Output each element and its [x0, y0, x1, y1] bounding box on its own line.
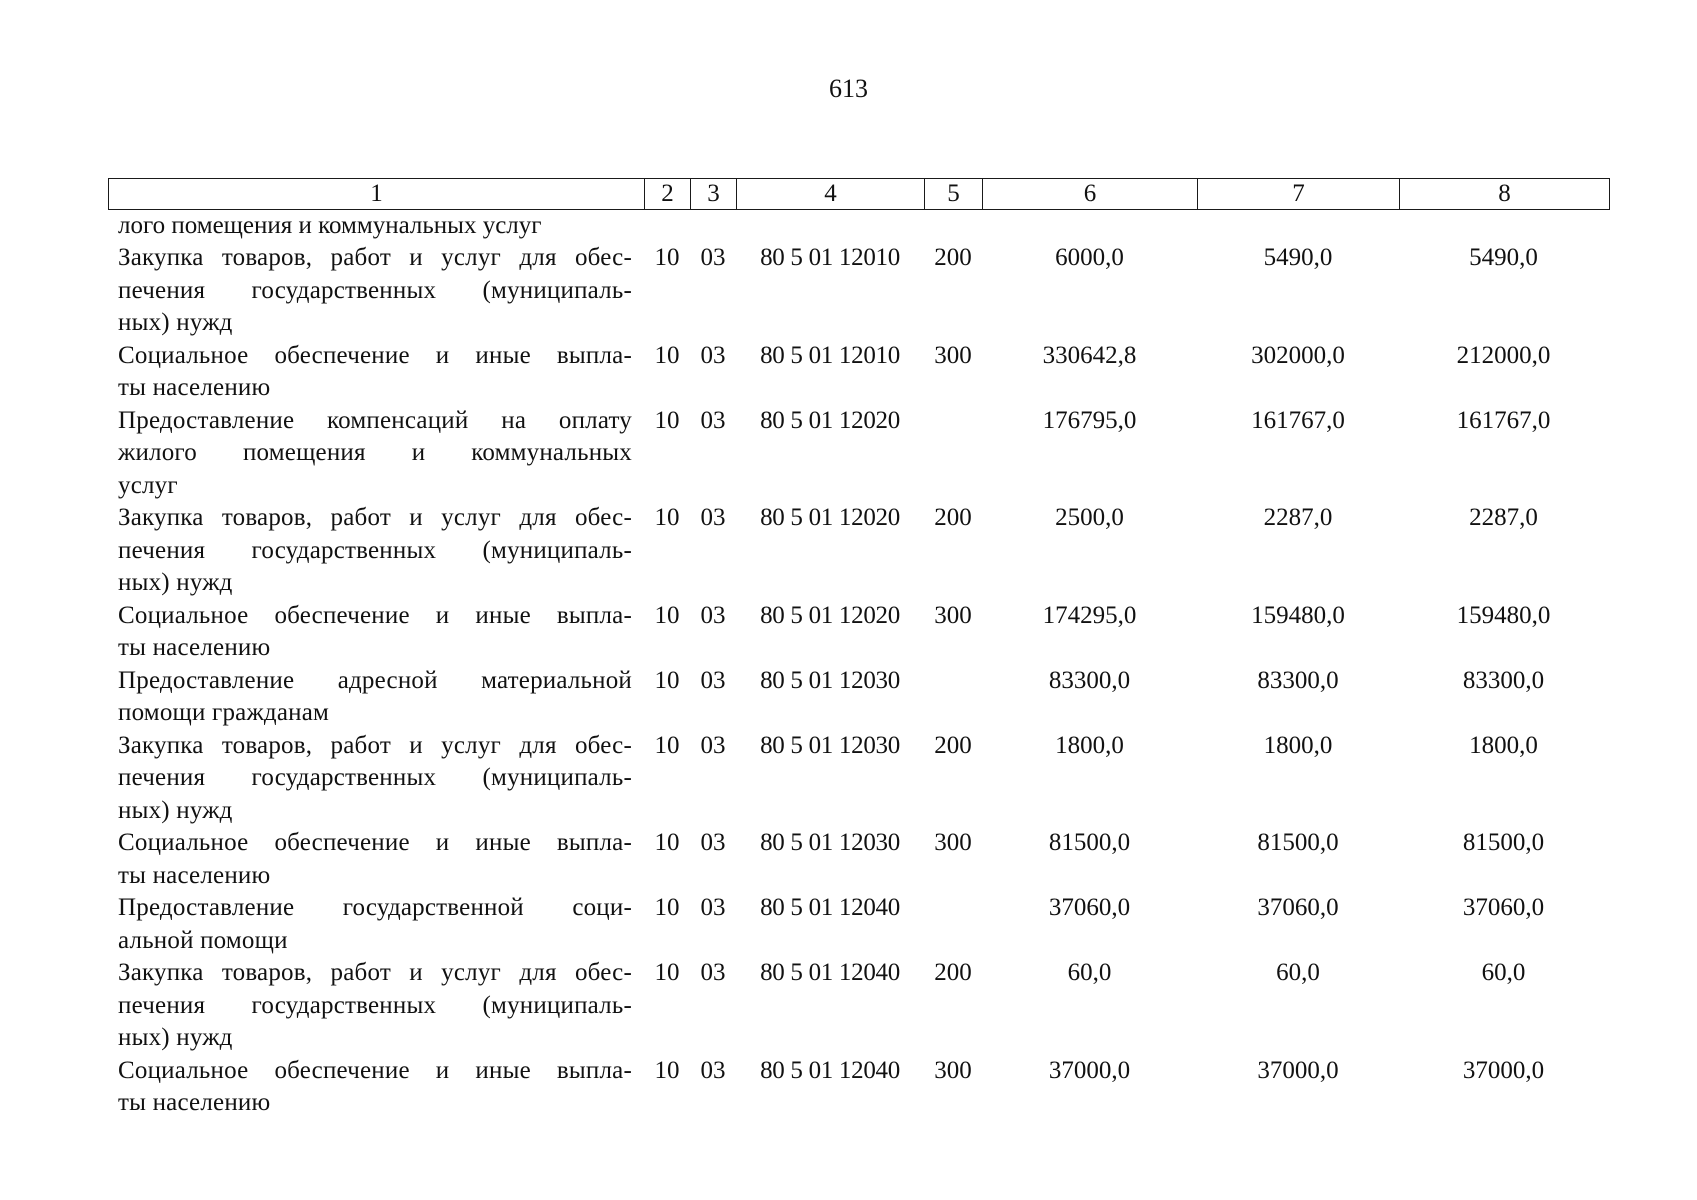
expense-type-code: 200 — [934, 244, 972, 271]
target-article-code: 80 5 01 12020 — [760, 504, 900, 531]
subsection-code: 03 — [700, 406, 726, 434]
target-article-code: 80 5 01 12010 — [760, 244, 900, 271]
row-name-line: печения государственных (муниципаль- — [118, 276, 632, 304]
amount-col-7: 161767,0 — [1251, 406, 1345, 434]
row-name — [108, 242, 644, 340]
row-name — [108, 600, 644, 665]
row-name-line: печения государственных (муниципаль- — [118, 991, 632, 1019]
table-row — [108, 892, 1610, 957]
row-name-line: Социальное обеспечение и иные выпла- — [118, 829, 632, 856]
expense-type-code — [924, 892, 982, 957]
amount-col-8: 37000,0 — [1462, 1056, 1545, 1084]
row-name-line: Закупка товаров, работ и услуг для обес- — [118, 731, 632, 759]
table-header-row — [108, 178, 1610, 210]
row-name-line: ных) нужд — [118, 796, 233, 824]
subsection-code: 03 — [700, 601, 726, 629]
continuation-text: лого помещения и коммунальных услуг — [118, 212, 542, 239]
amount-col-8: 161767,0 — [1456, 406, 1551, 434]
header-col-1: 1 — [109, 179, 645, 209]
row-name — [108, 957, 644, 1055]
amount-col-8: 212000,0 — [1456, 341, 1551, 369]
amount-col-6: 37000,0 — [1048, 1056, 1131, 1084]
expense-type-code: 200 — [934, 504, 972, 531]
amount-col-8: 81500,0 — [1462, 829, 1545, 856]
row-name-line: ных) нужд — [118, 1024, 233, 1051]
amount-col-6: 2500,0 — [1055, 504, 1124, 531]
target-article-code: 80 5 01 12040 — [760, 1056, 900, 1084]
row-name — [108, 827, 644, 892]
table-body — [108, 242, 1610, 1120]
budget-table — [108, 178, 1610, 1120]
amount-col-7: 2287,0 — [1263, 504, 1333, 531]
row-name — [108, 892, 644, 957]
expense-type-code — [924, 405, 982, 503]
header-col-7: 7 — [1198, 179, 1400, 209]
amount-col-7: 37060,0 — [1257, 894, 1339, 921]
row-name-line: альной помощи — [118, 926, 288, 954]
expense-type-code: 200 — [934, 959, 972, 986]
subsection-code: 03 — [700, 244, 726, 271]
page-number: 613 — [829, 74, 868, 103]
row-name-line: Закупка товаров, работ и услуг для обес- — [118, 959, 632, 986]
section-code: 10 — [654, 959, 680, 986]
row-name-line: Социальное обеспечение и иные выпла- — [118, 341, 632, 369]
table-row — [108, 957, 1610, 1055]
target-article-code: 80 5 01 12030 — [760, 829, 900, 856]
row-name — [108, 405, 644, 503]
row-name-line: ты населению — [118, 634, 271, 661]
target-article-code: 80 5 01 12040 — [760, 959, 900, 986]
row-name-line: помощи гражданам — [118, 699, 330, 726]
amount-col-7: 60,0 — [1276, 959, 1320, 986]
amount-col-7: 1800,0 — [1263, 731, 1333, 759]
target-article-code: 80 5 01 12030 — [760, 731, 900, 759]
row-name — [108, 502, 644, 600]
header-col-8: 8 — [1498, 180, 1511, 207]
table-row — [108, 405, 1610, 503]
row-name-line: печения государственных (муниципаль- — [118, 764, 632, 791]
amount-col-7: 83300,0 — [1257, 666, 1339, 694]
amount-col-6: 37060,0 — [1048, 894, 1131, 921]
table-row — [108, 730, 1610, 828]
amount-col-7: 37000,0 — [1257, 1056, 1339, 1084]
subsection-code: 03 — [700, 959, 726, 986]
row-name — [108, 340, 644, 405]
target-article-code: 80 5 01 12020 — [760, 601, 900, 629]
amount-col-8: 37060,0 — [1462, 894, 1545, 921]
header-col-6: 6 — [983, 179, 1198, 209]
amount-col-8: 60,0 — [1481, 959, 1526, 986]
amount-col-8: 1800,0 — [1469, 731, 1538, 759]
target-article-code: 80 5 01 12040 — [760, 894, 900, 921]
amount-col-6: 1800,0 — [1055, 731, 1124, 759]
row-name-line: жилого помещения и коммунальных — [118, 439, 632, 466]
row-name — [108, 1055, 644, 1120]
expense-type-code: 300 — [934, 829, 972, 856]
amount-col-7: 302000,0 — [1251, 341, 1345, 369]
row-name-line: ты населению — [118, 1089, 271, 1116]
expense-type-code: 200 — [934, 731, 972, 759]
target-article-code: 80 5 01 12030 — [760, 666, 900, 694]
amount-col-8: 83300,0 — [1462, 666, 1545, 694]
expense-type-code: 300 — [934, 1056, 972, 1084]
section-code: 10 — [654, 731, 680, 759]
table-row — [108, 600, 1610, 665]
row-name-line: Закупка товаров, работ и услуг для обес- — [118, 244, 632, 271]
table-row — [108, 665, 1610, 730]
amount-col-8: 5490,0 — [1469, 244, 1538, 271]
header-col-4: 4 — [737, 179, 925, 209]
subsection-code: 03 — [700, 829, 726, 856]
amount-col-6: 174295,0 — [1042, 601, 1137, 629]
section-code: 10 — [654, 829, 680, 856]
subsection-code: 03 — [700, 341, 726, 369]
row-name-line: Предоставление государственной соци- — [118, 894, 632, 921]
amount-col-6: 6000,0 — [1055, 244, 1124, 271]
amount-col-6: 176795,0 — [1042, 406, 1137, 434]
section-code: 10 — [654, 666, 680, 694]
table-row — [108, 502, 1610, 600]
table-row — [108, 242, 1610, 340]
amount-col-6: 330642,8 — [1042, 341, 1137, 369]
section-code: 10 — [654, 894, 680, 921]
expense-type-code: 300 — [934, 601, 972, 629]
amount-col-7: 5490,0 — [1263, 244, 1333, 271]
subsection-code: 03 — [700, 504, 726, 531]
table-row — [108, 340, 1610, 405]
row-name-line: ты населению — [118, 374, 271, 401]
amount-col-6: 83300,0 — [1048, 666, 1131, 694]
row-name-line: Закупка товаров, работ и услуг для обес- — [118, 504, 632, 531]
target-article-code: 80 5 01 12020 — [760, 406, 900, 434]
row-name — [108, 665, 644, 730]
target-article-code: 80 5 01 12010 — [760, 341, 900, 369]
header-col-3: 3 — [691, 179, 737, 209]
subsection-code: 03 — [700, 731, 726, 759]
row-name-line: услуг — [118, 471, 178, 499]
row-name-line: ных) нужд — [118, 309, 233, 336]
row-name-line: Предоставление адресной материальной — [118, 666, 632, 694]
expense-type-code: 300 — [934, 341, 972, 369]
subsection-code: 03 — [700, 894, 726, 921]
row-name — [108, 730, 644, 828]
amount-col-6: 81500,0 — [1048, 829, 1131, 856]
table-row — [108, 1055, 1610, 1120]
row-name-line: ты населению — [118, 861, 271, 889]
header-col-2: 2 — [645, 179, 691, 209]
amount-col-7: 81500,0 — [1257, 829, 1339, 856]
amount-col-6: 60,0 — [1067, 959, 1112, 986]
section-code: 10 — [654, 244, 680, 271]
row-name-line: печения государственных (муниципаль- — [118, 536, 632, 564]
section-code: 10 — [654, 504, 680, 531]
section-code: 10 — [654, 601, 680, 629]
header-col-5: 5 — [925, 179, 983, 209]
amount-col-8: 2287,0 — [1469, 504, 1538, 531]
row-name-line: Социальное обеспечение и иные выпла- — [118, 601, 632, 629]
expense-type-code — [924, 665, 982, 730]
subsection-code: 03 — [700, 666, 726, 694]
section-code: 10 — [654, 1056, 680, 1084]
table-row — [108, 827, 1610, 892]
row-name-line: Предоставление компенсаций на оплату — [118, 406, 632, 434]
subsection-code: 03 — [700, 1056, 726, 1084]
row-name-line: Социальное обеспечение и иные выпла- — [118, 1056, 632, 1084]
section-code: 10 — [654, 341, 680, 369]
amount-col-7: 159480,0 — [1251, 601, 1345, 629]
section-code: 10 — [654, 406, 680, 434]
row-name-line: ных) нужд — [118, 569, 233, 596]
amount-col-8: 159480,0 — [1456, 601, 1551, 629]
